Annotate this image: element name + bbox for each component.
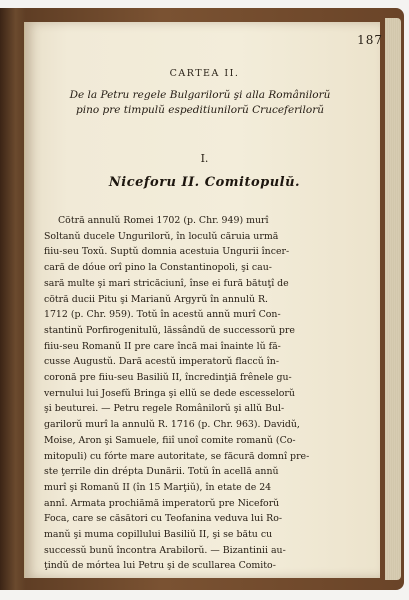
chapter-subtitle: [60, 88, 340, 118]
text-line: successŭ bunŭ încontra Arabilorŭ. — Bizantinii au-: [44, 544, 286, 556]
text-line: stantinŭ Porfirogenitulŭ, lăssândŭ de successorŭ pre: [44, 324, 295, 336]
page-edges: [385, 18, 401, 580]
text-line: murî şi Romanŭ II (în 15 Marţiŭ), în etate de 24: [44, 481, 272, 493]
subtitle-line: De la Petru regele Bulgarilorŭ şi alla Românilorŭ: [69, 89, 331, 101]
body-text: [44, 213, 362, 574]
book-spine: [0, 8, 26, 590]
text-line: şi beuturei. — Petru regele Românilorŭ şi allŭ Bul-: [44, 403, 285, 415]
section-title: Niceforu II. Comitopulŭ.: [108, 175, 301, 190]
text-line: ste ţerrile din drépta Dunării. Totŭ în acellă annŭ: [44, 466, 279, 478]
text-line: garilorŭ murî la annulŭ R. 1716 (p. Chr. 963). Davidŭ,: [44, 419, 300, 431]
text-line: ţindŭ de mórtea lui Petru şi de scullarea Comito-: [44, 560, 276, 572]
text-line: fiiu-seu Toxŭ. Suptŭ domnia acestuia Ungurii încer-: [44, 246, 290, 258]
text-line: Moise, Aron şi Samuele, fiiî unoî comite romanŭ (Co-: [44, 434, 296, 446]
page-number: 187: [357, 33, 383, 47]
section-number: I.: [200, 152, 209, 165]
text-line: cusse Augustŭ. Dară acestŭ imperatorŭ flaccŭ în-: [44, 356, 279, 368]
text-line: annî. Armata prochiămă imperatorŭ pre Niceforŭ: [44, 497, 280, 509]
text-line: Soltanŭ ducele Ungurilorŭ, în loculŭ căruia urmă: [44, 230, 279, 242]
text-line: 1712 (p. Chr. 959). Totŭ în acestŭ annŭ murî Con-: [44, 309, 281, 321]
text-line: mitopuli) cu fórte mare autoritate, se făcură domnî pre-: [44, 450, 310, 462]
text-line: Cötră annulŭ Romei 1702 (p. Chr. 949) murî: [58, 215, 269, 226]
text-line: Foca, care se căsători cu Teofanina veduva lui Ro-: [44, 513, 283, 525]
text-line: sară multe şi mari stricăciunî, înse ei fură bătuţî de: [44, 277, 289, 289]
text-line: fiiu-seu Romanŭ II pre care încă mai înainte lŭ fă-: [44, 340, 281, 352]
chapter-heading: CARTEA II.: [169, 68, 240, 79]
text-line: manŭ şi muma copillului Basiliŭ II, şi se bătu cu: [44, 529, 273, 541]
text-line: cară de dóue orî pino la Constantinopoli, şi cau-: [44, 262, 272, 274]
text-line: vernului lui Josefŭ Bringa şi ellŭ se dede escesselorŭ: [44, 387, 295, 399]
text-line: cötră ducii Pitu şi Marianŭ Argyrŭ în annulŭ R.: [44, 293, 268, 305]
text-line: coronă pre fiiu-seu Basiliŭ II, încredinţiă frênele gu-: [44, 372, 292, 384]
subtitle-line: pino pre timpulŭ espeditiunilorŭ Cruceferilorŭ: [76, 104, 324, 116]
